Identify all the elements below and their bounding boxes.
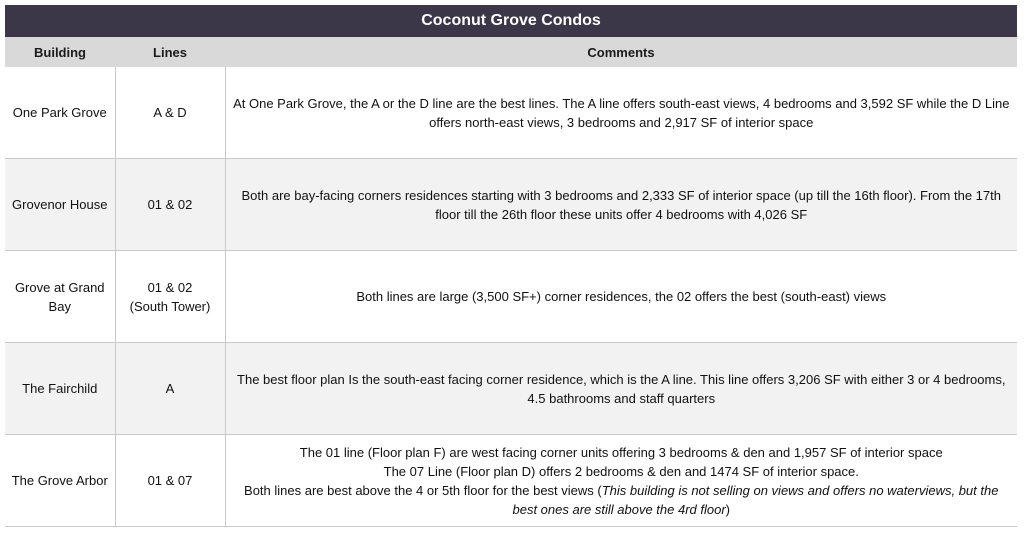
comments-cell (225, 67, 1017, 159)
comments-cell (225, 435, 1017, 527)
header-lines: Lines (115, 37, 225, 67)
lines-text: (South Tower) (129, 298, 211, 314)
comment-text (232, 94, 1012, 132)
comment-main-text: Both are bay-facing corners residences starting with 3 bedrooms and 2,333 SF of interior space (up till the 16th floor). From the 17th floor till the 26th floor these units offer 4 bedrooms with 4,026 SF (241, 187, 1001, 222)
lines-text: A & D (153, 105, 187, 120)
comment-main-text: The best floor plan Is the south-east facing corner residence, which is the A line. This line offers 3,206 SF with either 3 or 4 bedrooms, 4.5 bathrooms and staff quarters (237, 371, 1006, 406)
lines-cell (115, 343, 225, 435)
header-row (5, 37, 1017, 67)
table-row (5, 159, 1017, 251)
building-cell: Grovenor House (5, 159, 115, 251)
table-title: Coconut Grove Condos (5, 5, 1017, 37)
table-row (5, 435, 1017, 527)
table-row (5, 343, 1017, 435)
lines-text: 01 & 02 (147, 279, 193, 295)
building-cell: The Grove Arbor (5, 435, 115, 527)
lines-text: 01 & 07 (147, 473, 193, 488)
comment-text (232, 370, 1012, 408)
building-cell: Grove at Grand Bay (5, 251, 115, 343)
lines-cell (115, 159, 225, 251)
condo-table (5, 37, 1017, 527)
comments-cell (225, 159, 1017, 251)
comment-text (232, 186, 1012, 224)
comments-cell (225, 343, 1017, 435)
comment-text (232, 443, 1012, 462)
lines-cell (115, 435, 225, 527)
comment-after-text: ) (725, 501, 731, 517)
comment-main-text: Both lines are best above the 4 or 5th floor for the best views ( (244, 482, 602, 498)
comments-cell (225, 251, 1017, 343)
comment-text (232, 481, 1012, 519)
lines-text: A (165, 381, 175, 396)
comment-text (232, 287, 1012, 306)
comment-main-text: At One Park Grove, the A or the D line are the best lines. The A line offers south-east views, 4 bedrooms and 3,592 SF while the D Line offers north-east views, 3 bedrooms and 2,917 SF of interior space (233, 95, 1010, 130)
comment-main-text: Both lines are large (3,500 SF+) corner residences, the 02 offers the best (south-east) views (356, 289, 887, 304)
header-building: Building (5, 37, 115, 67)
comment-text (232, 462, 1012, 481)
condo-table-container (5, 5, 1017, 527)
comment-main-text: The 07 Line (Floor plan D) offers 2 bedrooms & den and 1474 SF of interior space. (383, 463, 859, 479)
header-comments: Comments (225, 37, 1017, 67)
comment-italic-text: This building is not selling on views and offers no waterviews, but the best ones are still above the 4rd floor (512, 482, 999, 517)
building-cell: One Park Grove (5, 67, 115, 159)
lines-cell (115, 67, 225, 159)
building-cell: The Fairchild (5, 343, 115, 435)
comment-main-text: The 01 line (Floor plan F) are west facing corner units offering 3 bedrooms & den and 1,957 SF of interior space (299, 444, 943, 460)
table-row (5, 251, 1017, 343)
lines-cell (115, 251, 225, 343)
table-row (5, 67, 1017, 159)
lines-text: 01 & 02 (147, 197, 193, 212)
